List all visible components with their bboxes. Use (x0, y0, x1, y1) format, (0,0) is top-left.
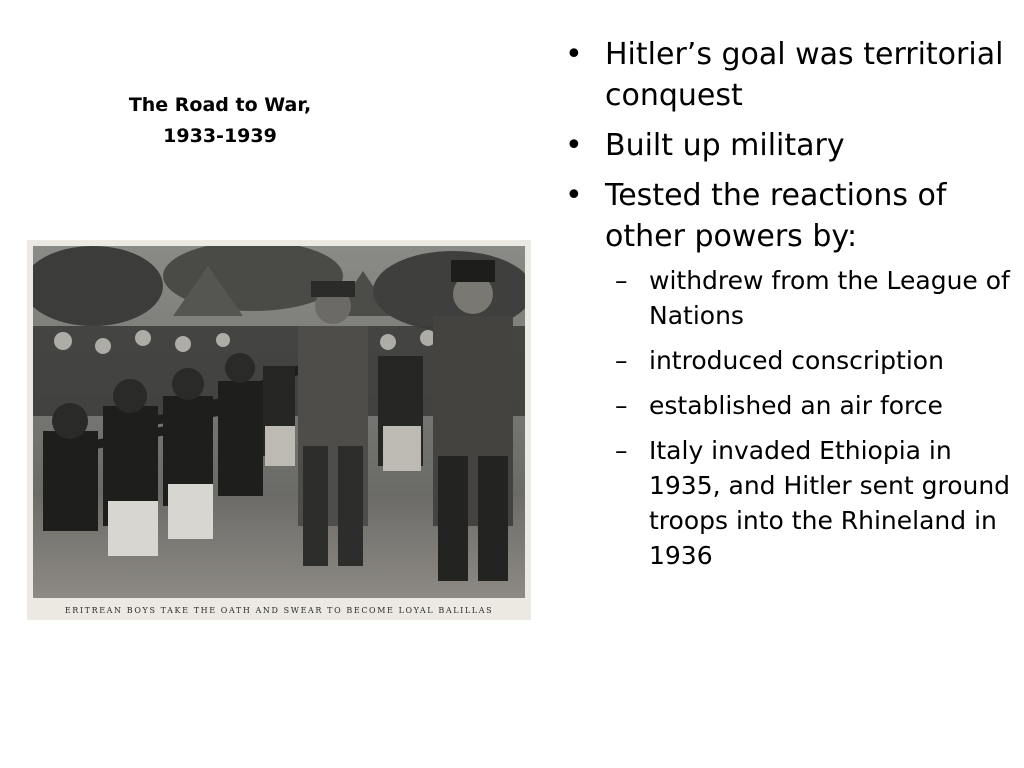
sub-bullet-text: introduced conscription (649, 346, 944, 375)
bullet-text: Built up military (605, 128, 845, 163)
slide-title-line-2: 1933-1939 (163, 125, 277, 147)
dash-marker: – (615, 266, 628, 295)
sub-bullet-item (615, 433, 1015, 573)
historical-photo (27, 240, 531, 620)
sub-bullet-text: Italy invaded Ethiopia in 1935, and Hitler sent ground troops into the Rhineland in 1936 (649, 436, 1011, 570)
bullet-item (565, 34, 1015, 116)
dash-marker: – (615, 436, 628, 465)
bullet-text: Hitler’s goal was territorial conquest (605, 37, 1004, 113)
sub-bullet-item (615, 343, 1015, 378)
slide-title (60, 90, 380, 152)
dash-marker: – (615, 346, 628, 375)
sub-bullet-text: withdrew from the League of Nations (649, 266, 1010, 330)
bullet-marker: • (565, 37, 583, 72)
sub-bullet-item (615, 388, 1015, 423)
bullet-marker: • (565, 178, 583, 213)
bullet-item (565, 125, 1015, 166)
sub-bullet-text: established an air force (649, 391, 943, 420)
dash-marker: – (615, 391, 628, 420)
sub-bullet-item (615, 263, 1015, 333)
bullet-list (565, 34, 1015, 583)
bullet-marker: • (565, 128, 583, 163)
photo-image (33, 246, 525, 598)
bullet-item (565, 175, 1015, 257)
bullet-text: Tested the reactions of other powers by: (605, 178, 947, 254)
slide-title-line-1: The Road to War, (128, 94, 312, 116)
photo-caption: ERITREAN BOYS TAKE THE OATH AND SWEAR TO BECOME LOYAL BALILLAS (64, 606, 494, 615)
